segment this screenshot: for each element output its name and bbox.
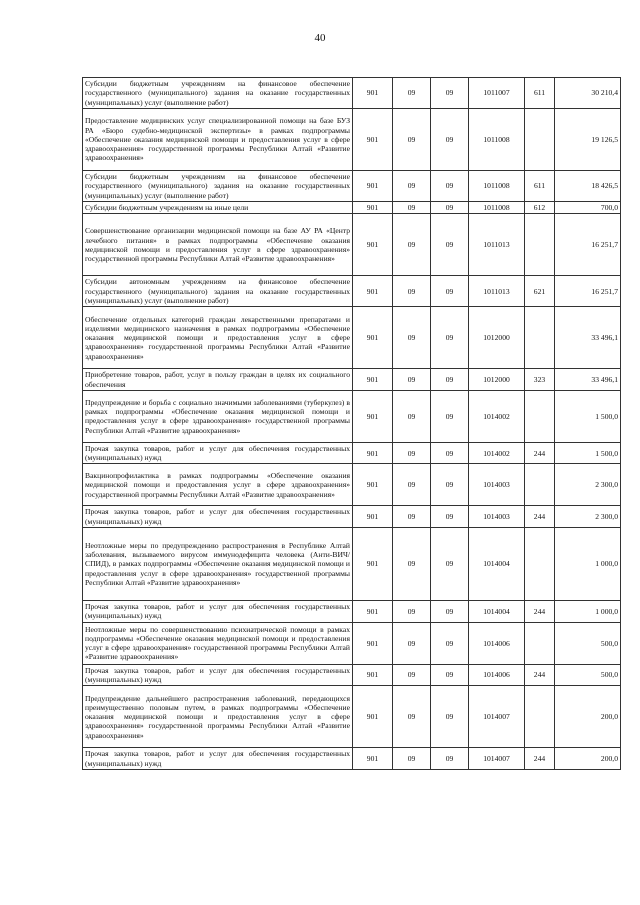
expense-type-cell	[525, 686, 555, 748]
admin-code-cell: 901	[353, 171, 393, 202]
admin-code-cell: 901	[353, 307, 393, 369]
table-row	[83, 506, 621, 528]
section-code-cell: 09	[393, 276, 431, 307]
target-article-cell: 1014004	[469, 528, 525, 601]
table-body	[83, 78, 621, 770]
admin-code-cell: 901	[353, 686, 393, 748]
amount-cell: 500,0	[555, 664, 621, 686]
admin-code-cell: 901	[353, 214, 393, 276]
table-row	[83, 748, 621, 770]
table-row	[83, 307, 621, 369]
admin-code-cell: 901	[353, 276, 393, 307]
expense-type-cell	[525, 214, 555, 276]
expense-type-cell: 244	[525, 506, 555, 528]
subsection-code-cell: 09	[431, 276, 469, 307]
section-code-cell: 09	[393, 390, 431, 442]
amount-cell: 1 000,0	[555, 528, 621, 601]
target-article-cell: 1014004	[469, 601, 525, 623]
subsection-code-cell: 09	[431, 109, 469, 171]
table-row	[83, 622, 621, 664]
target-article-cell: 1014002	[469, 442, 525, 464]
amount-cell: 2 300,0	[555, 464, 621, 506]
admin-code-cell: 901	[353, 748, 393, 770]
amount-cell: 19 126,5	[555, 109, 621, 171]
amount-cell: 18 426,5	[555, 171, 621, 202]
subsection-code-cell: 09	[431, 686, 469, 748]
target-article-cell: 1014002	[469, 390, 525, 442]
amount-cell: 16 251,7	[555, 276, 621, 307]
amount-cell: 30 210,4	[555, 78, 621, 109]
section-code-cell: 09	[393, 506, 431, 528]
target-article-cell: 1011008	[469, 171, 525, 202]
admin-code-cell: 901	[353, 601, 393, 623]
target-article-cell: 1011013	[469, 276, 525, 307]
section-code-cell: 09	[393, 369, 431, 391]
expense-type-cell	[525, 622, 555, 664]
expense-type-cell: 244	[525, 664, 555, 686]
admin-code-cell: 901	[353, 506, 393, 528]
amount-cell: 700,0	[555, 202, 621, 214]
table-row	[83, 686, 621, 748]
amount-cell: 1 000,0	[555, 601, 621, 623]
table-row	[83, 214, 621, 276]
target-article-cell: 1012000	[469, 307, 525, 369]
admin-code-cell: 901	[353, 390, 393, 442]
expense-type-cell: 611	[525, 171, 555, 202]
description-cell: Субсидии бюджетным учреждениям на финансовое обеспечение государственного (муниципального) задания на оказание государственных (муниципальных) услуг (выполнение работ)	[83, 171, 353, 202]
admin-code-cell: 901	[353, 369, 393, 391]
section-code-cell: 09	[393, 686, 431, 748]
description-cell: Приобретение товаров, работ, услуг в пользу граждан в целях их социального обеспечения	[83, 369, 353, 391]
expense-type-cell: 323	[525, 369, 555, 391]
description-cell: Прочая закупка товаров, работ и услуг для обеспечения государственных (муниципальных) нужд	[83, 442, 353, 464]
description-cell: Прочая закупка товаров, работ и услуг для обеспечения государственных (муниципальных) нужд	[83, 748, 353, 770]
description-cell: Неотложные меры по совершенствованию психиатрической помощи в рамках подпрограммы «Обеспечение оказания медицинской помощи и предоставления услуг в сфере здравоохранения» государственной программы Республики Алтай «Развитие здравоохранения»	[83, 622, 353, 664]
target-article-cell: 1014006	[469, 664, 525, 686]
admin-code-cell: 901	[353, 442, 393, 464]
target-article-cell: 1012000	[469, 369, 525, 391]
table-row	[83, 171, 621, 202]
description-cell: Субсидии бюджетным учреждениям на финансовое обеспечение государственного (муниципального) задания на оказание государственных (муниципальных) услуг (выполнение работ)	[83, 78, 353, 109]
admin-code-cell: 901	[353, 622, 393, 664]
budget-table	[82, 77, 621, 770]
subsection-code-cell: 09	[431, 528, 469, 601]
subsection-code-cell: 09	[431, 622, 469, 664]
page-number: 40	[314, 32, 326, 44]
expense-type-cell: 244	[525, 748, 555, 770]
amount-cell: 500,0	[555, 622, 621, 664]
description-cell: Неотложные меры по предупреждению распространения в Республике Алтай заболевания, вызываемого вирусом иммунодефицита человека (Анти-ВИЧ/СПИД), в рамках подпрограммы «Обеспечение оказания медицинской помощи и предоставления услуг в сфере здравоохранения» государственной программы Республики Алтай «Развитие здравоохранения»	[83, 528, 353, 601]
target-article-cell: 1014007	[469, 686, 525, 748]
description-cell: Вакцинопрофилактика в рамках подпрограммы «Обеспечение оказания медицинской помощи и предоставления услуг в сфере здравоохранения» государственной программы Республики Алтай «Развитие здравоохранения»	[83, 464, 353, 506]
section-code-cell: 09	[393, 109, 431, 171]
subsection-code-cell: 09	[431, 442, 469, 464]
subsection-code-cell: 09	[431, 171, 469, 202]
expense-type-cell: 244	[525, 442, 555, 464]
amount-cell: 2 300,0	[555, 506, 621, 528]
expense-type-cell	[525, 307, 555, 369]
amount-cell: 33 496,1	[555, 307, 621, 369]
section-code-cell: 09	[393, 78, 431, 109]
admin-code-cell: 901	[353, 78, 393, 109]
target-article-cell: 1011013	[469, 214, 525, 276]
expense-type-cell: 611	[525, 78, 555, 109]
description-cell: Прочая закупка товаров, работ и услуг для обеспечения государственных (муниципальных) нужд	[83, 506, 353, 528]
expense-type-cell	[525, 464, 555, 506]
section-code-cell: 09	[393, 171, 431, 202]
table-row	[83, 464, 621, 506]
description-cell: Предупреждение и борьба с социально значимыми заболеваниями (туберкулез) в рамках подпрограммы «Обеспечение оказания медицинской помощи и предоставления услуг в сфере здравоохранения» государственной программы Республики Алтай «Развитие здравоохранения»	[83, 390, 353, 442]
target-article-cell: 1014003	[469, 506, 525, 528]
section-code-cell: 09	[393, 601, 431, 623]
expense-type-cell: 244	[525, 601, 555, 623]
amount-cell: 33 496,1	[555, 369, 621, 391]
subsection-code-cell: 09	[431, 202, 469, 214]
section-code-cell: 09	[393, 442, 431, 464]
section-code-cell: 09	[393, 664, 431, 686]
description-cell: Предоставление медицинских услуг специализированной помощи на базе БУЗ РА «Бюро судебно-медицинской экспертизы» в рамках подпрограммы «Обеспечение оказания медицинской помощи и предоставления услуг в сфере здравоохранения» государственной программы Республики Алтай «Развитие здравоохранения»	[83, 109, 353, 171]
expense-type-cell: 621	[525, 276, 555, 307]
target-article-cell: 1011008	[469, 109, 525, 171]
section-code-cell: 09	[393, 528, 431, 601]
table-row	[83, 78, 621, 109]
subsection-code-cell: 09	[431, 214, 469, 276]
section-code-cell: 09	[393, 464, 431, 506]
target-article-cell: 1014006	[469, 622, 525, 664]
amount-cell: 16 251,7	[555, 214, 621, 276]
subsection-code-cell: 09	[431, 78, 469, 109]
section-code-cell: 09	[393, 307, 431, 369]
subsection-code-cell: 09	[431, 369, 469, 391]
amount-cell: 1 500,0	[555, 442, 621, 464]
table-row	[83, 202, 621, 214]
description-cell: Обеспечение отдельных категорий граждан лекарственными препаратами и изделиями медицинского назначения в рамках подпрограммы «Обеспечение оказания медицинской помощи и предоставления услуг в сфере здравоохранения» государственной программы Республики Алтай «Развитие здравоохранения»	[83, 307, 353, 369]
admin-code-cell: 901	[353, 664, 393, 686]
admin-code-cell: 901	[353, 109, 393, 171]
description-cell: Прочая закупка товаров, работ и услуг для обеспечения государственных (муниципальных) нужд	[83, 601, 353, 623]
subsection-code-cell: 09	[431, 748, 469, 770]
subsection-code-cell: 09	[431, 601, 469, 623]
expense-type-cell	[525, 390, 555, 442]
table-row	[83, 528, 621, 601]
admin-code-cell: 901	[353, 528, 393, 601]
table-row	[83, 442, 621, 464]
section-code-cell: 09	[393, 748, 431, 770]
subsection-code-cell: 09	[431, 506, 469, 528]
expense-type-cell	[525, 109, 555, 171]
description-cell: Предупреждение дальнейшего распространения заболеваний, передающихся преимущественно половым путем, в рамках подпрограммы «Обеспечение оказания медицинской помощи и предоставления услуг в сфере здравоохранения» государственной программы Республики Алтай «Развитие здравоохранения»	[83, 686, 353, 748]
table-row	[83, 276, 621, 307]
subsection-code-cell: 09	[431, 390, 469, 442]
description-cell: Прочая закупка товаров, работ и услуг для обеспечения государственных (муниципальных) нужд	[83, 664, 353, 686]
target-article-cell: 1014003	[469, 464, 525, 506]
admin-code-cell: 901	[353, 202, 393, 214]
description-cell: Совершенствование организации медицинской помощи на базе АУ РА «Центр лечебного питания» в рамках подпрограммы «Обеспечение оказания медицинской помощи и предоставления услуг в сфере здравоохранения» государственной программы Республики Алтай «Развитие здравоохранения»	[83, 214, 353, 276]
section-code-cell: 09	[393, 202, 431, 214]
section-code-cell: 09	[393, 622, 431, 664]
amount-cell: 200,0	[555, 748, 621, 770]
target-article-cell: 1011007	[469, 78, 525, 109]
table-row	[83, 369, 621, 391]
target-article-cell: 1011008	[469, 202, 525, 214]
table-row	[83, 664, 621, 686]
table-row	[83, 601, 621, 623]
table-row	[83, 109, 621, 171]
subsection-code-cell: 09	[431, 307, 469, 369]
target-article-cell: 1014007	[469, 748, 525, 770]
amount-cell: 1 500,0	[555, 390, 621, 442]
subsection-code-cell: 09	[431, 664, 469, 686]
admin-code-cell: 901	[353, 464, 393, 506]
section-code-cell: 09	[393, 214, 431, 276]
description-cell: Субсидии автономным учреждениям на финансовое обеспечение государственного (муниципального) задания на оказание государственных (муниципальных) услуг (выполнение работ)	[83, 276, 353, 307]
expense-type-cell	[525, 528, 555, 601]
description-cell: Субсидии бюджетным учреждениям на иные цели	[83, 202, 353, 214]
expense-type-cell: 612	[525, 202, 555, 214]
subsection-code-cell: 09	[431, 464, 469, 506]
amount-cell: 200,0	[555, 686, 621, 748]
table-row	[83, 390, 621, 442]
